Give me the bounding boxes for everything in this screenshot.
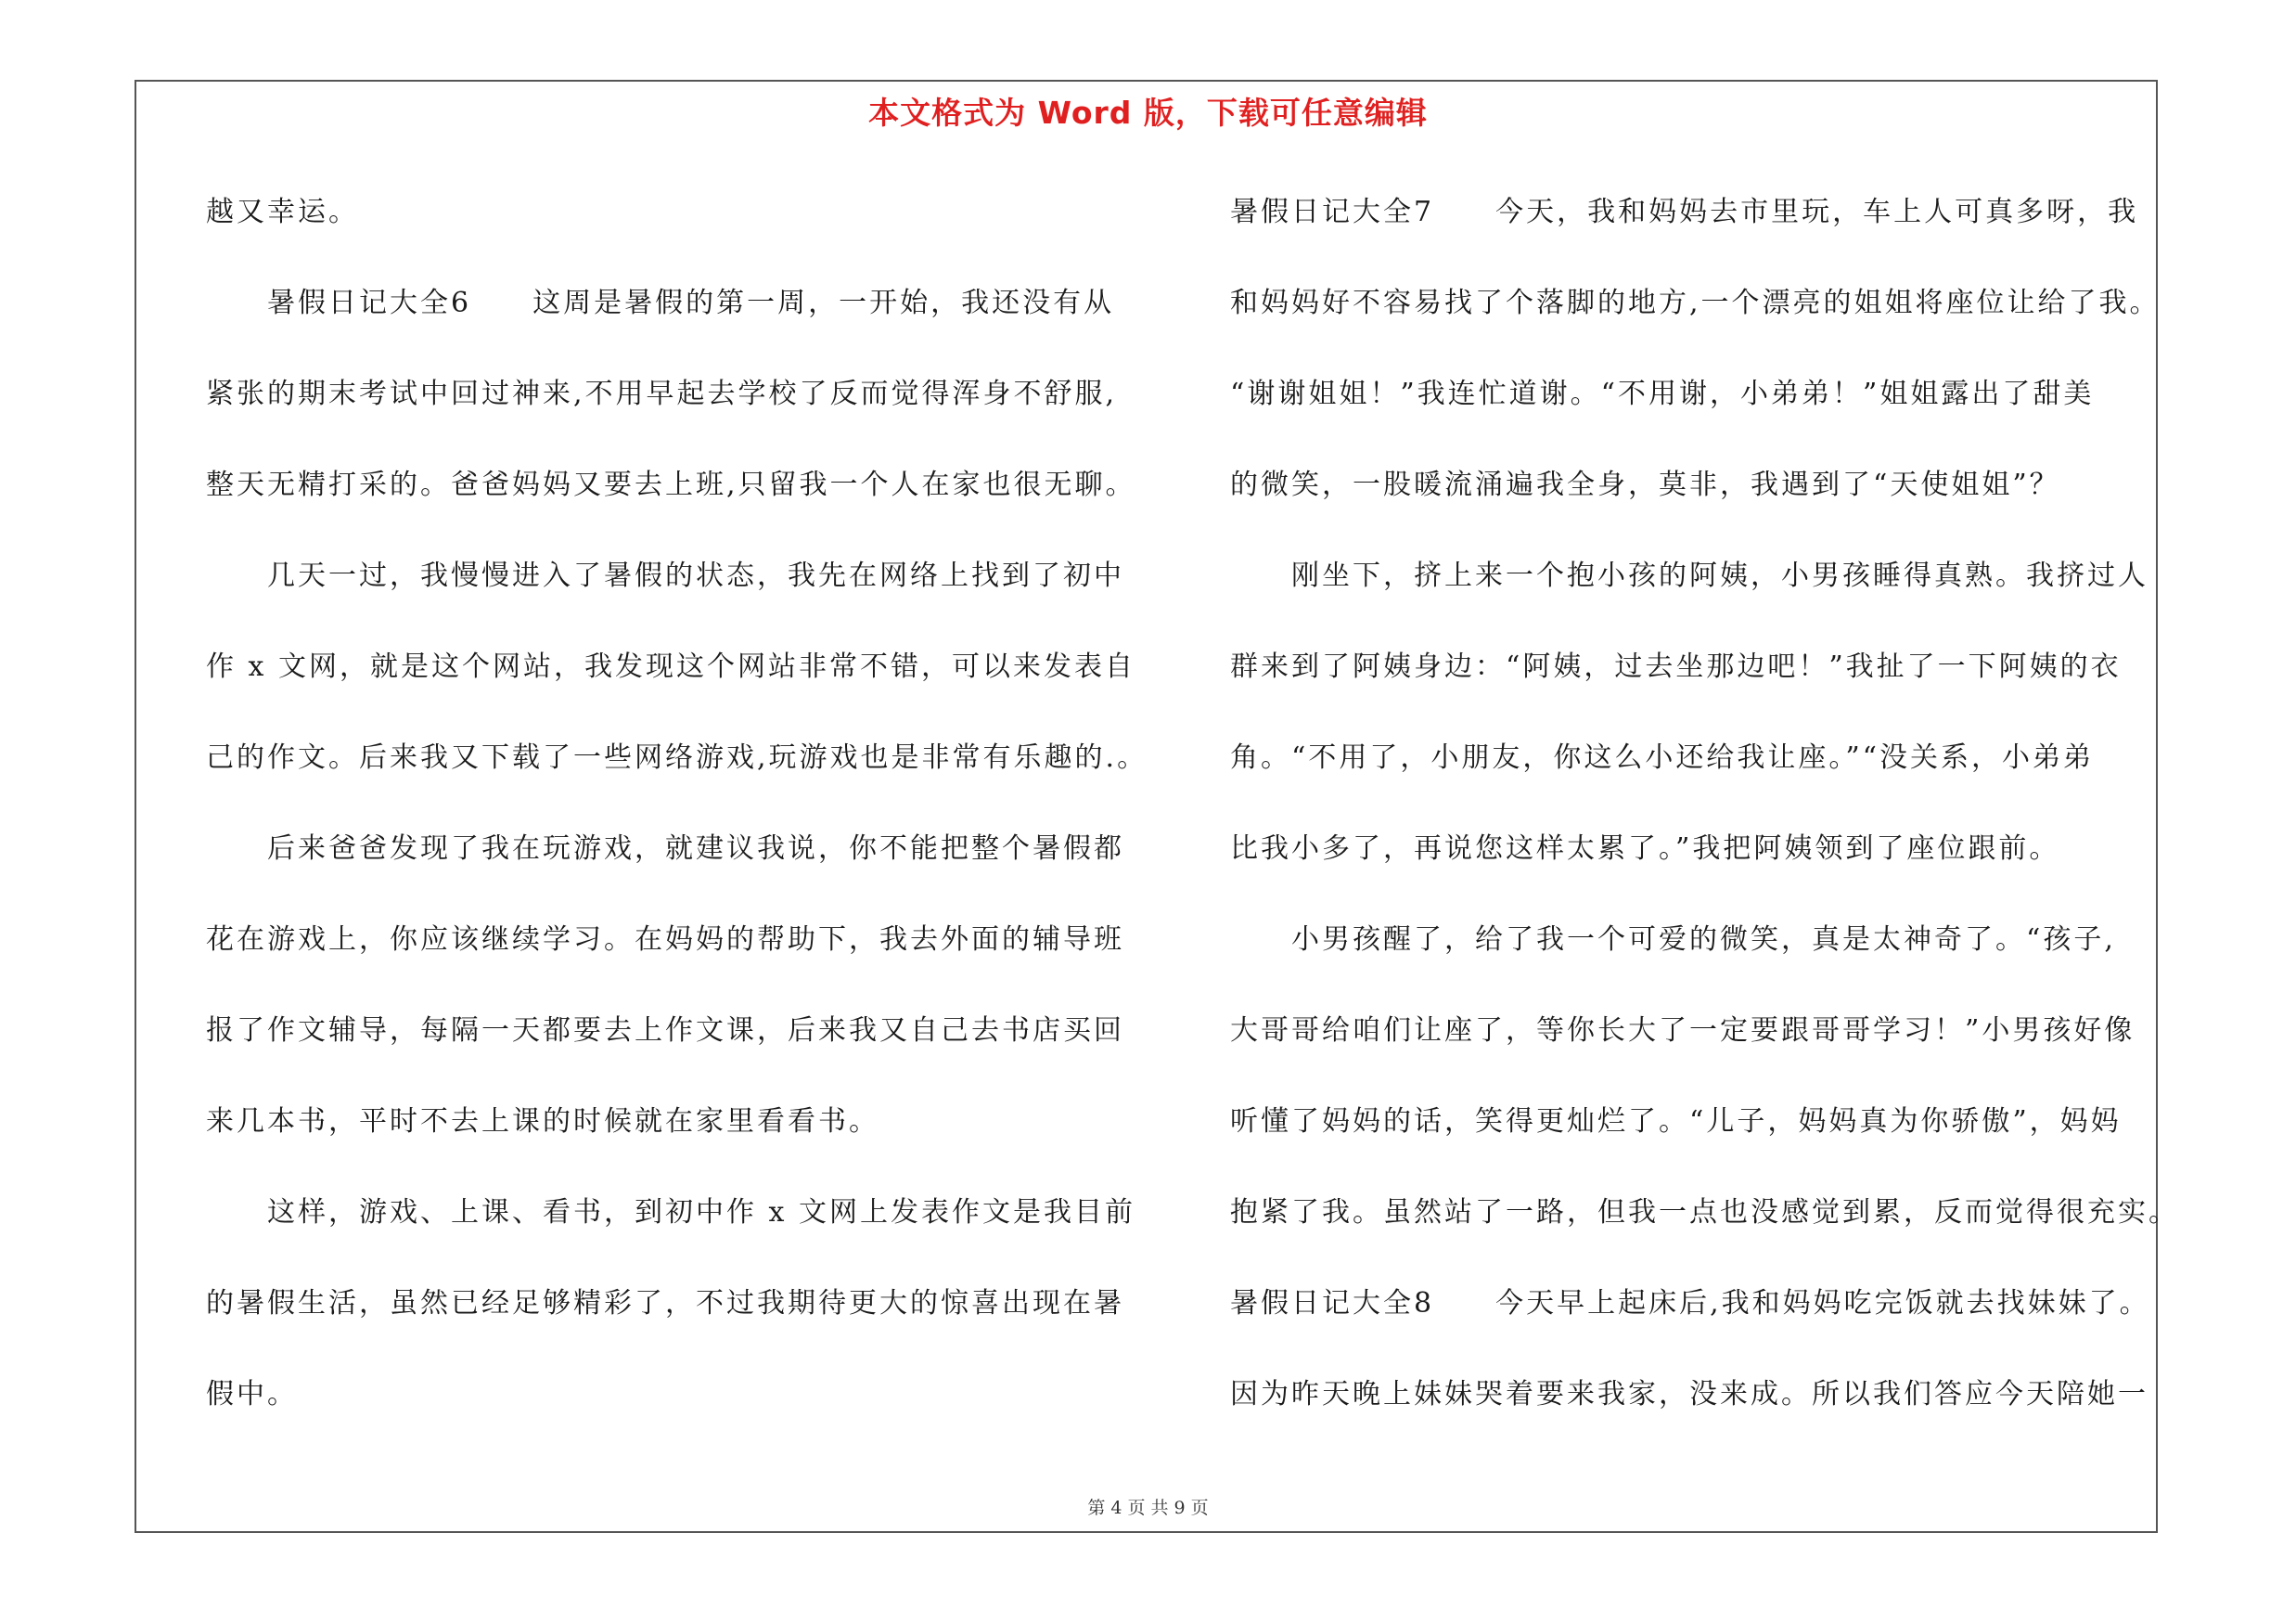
header-banner: 本文格式为 Word 版，下载可任意编辑 <box>868 95 1428 131</box>
text-line: 几天一过，我慢慢进入了暑假的状态，我先在网络上找到了初中 <box>267 560 1124 592</box>
text-line: 己的作文。后来我又下载了一些网络游戏,玩游戏也是非常有乐趣的.。 <box>206 741 1148 774</box>
page-number-footer: 第 4 页 共 9 页 <box>1087 1498 1209 1518</box>
text-line: 刚坐下，挤上来一个抱小孩的阿姨，小男孩睡得真熟。我挤过人 <box>1291 560 2148 592</box>
text-line: 这样，游戏、上课、看书，到初中作 x 文网上发表作文是我目前 <box>267 1196 1135 1229</box>
text-line: 的微笑，一股暖流涌遍我全身，莫非，我遇到了“天使姐姐”？ <box>1230 469 2060 501</box>
text-line: 报了作文辅导，每隔一天都要去上作文课，后来我又自己去书店买回 <box>206 1014 1124 1047</box>
left-column <box>206 185 1180 1458</box>
text-line: 抱紧了我。虽然站了一路，但我一点也没感觉到累，反而觉得很充实。 <box>1230 1196 2179 1229</box>
text-line: 因为昨天晚上妹妹哭着要来我家，没来成。所以我们答应今天陪她一 <box>1230 1378 2148 1410</box>
text-line: 紧张的期末考试中回过神来,不用早起去学校了反而觉得浑身不舒服, <box>206 378 1118 410</box>
text-line: 大哥哥给咱们让座了，等你长大了一定要跟哥哥学习！”小男孩好像 <box>1230 1014 2136 1047</box>
text-line: 比我小多了，再说您这样太累了。”我把阿姨领到了座位跟前。 <box>1230 832 2060 865</box>
text-line: 和妈妈好不容易找了个落脚的地方,一个漂亮的姐姐将座位让给了我。 <box>1230 287 2161 319</box>
text-line: 的暑假生活，虽然已经足够精彩了，不过我期待更大的惊喜出现在暑 <box>206 1287 1124 1320</box>
text-line: 暑假日记大全6 这周是暑假的第一周，一开始，我还没有从 <box>267 287 1115 319</box>
text-line: 越又幸运。 <box>206 196 359 228</box>
text-line: 角。“不用了，小朋友，你这么小还给我让座。”“没关系，小弟弟 <box>1230 741 2095 774</box>
text-line: 群来到了阿姨身边：“阿姨，过去坐那边吧！”我扯了一下阿姨的衣 <box>1230 650 2122 683</box>
text-line: 暑假日记大全8 今天早上起床后,我和妈妈吃完饭就去找妹妹了。 <box>1230 1287 2150 1320</box>
text-line: “谢谢姐姐！”我连忙道谢。“不用谢，小弟弟！”姐姐露出了甜美 <box>1230 378 2095 410</box>
text-line: 听懂了妈妈的话，笑得更灿烂了。“儿子，妈妈真为你骄傲”，妈妈 <box>1230 1105 2122 1138</box>
text-line: 花在游戏上，你应该继续学习。在妈妈的帮助下，我去外面的辅导班 <box>206 923 1124 956</box>
text-line: 作 x 文网，就是这个网站，我发现这个网站非常不错，可以来发表自 <box>206 650 1135 683</box>
text-line: 小男孩醒了，给了我一个可爱的微笑，真是太神奇了。“孩子, <box>1291 923 2116 956</box>
text-line: 后来爸爸发现了我在玩游戏，就建议我说，你不能把整个暑假都 <box>267 832 1124 865</box>
text-line: 来几本书，平时不去上课的时候就在家里看看书。 <box>206 1105 879 1138</box>
text-line: 暑假日记大全7 今天，我和妈妈去市里玩，车上人可真多呀，我 <box>1230 196 2139 228</box>
right-column <box>1230 185 2195 1458</box>
text-line: 整天无精打采的。爸爸妈妈又要去上班,只留我一个人在家也很无聊。 <box>206 469 1136 501</box>
text-line: 假中。 <box>206 1378 298 1410</box>
